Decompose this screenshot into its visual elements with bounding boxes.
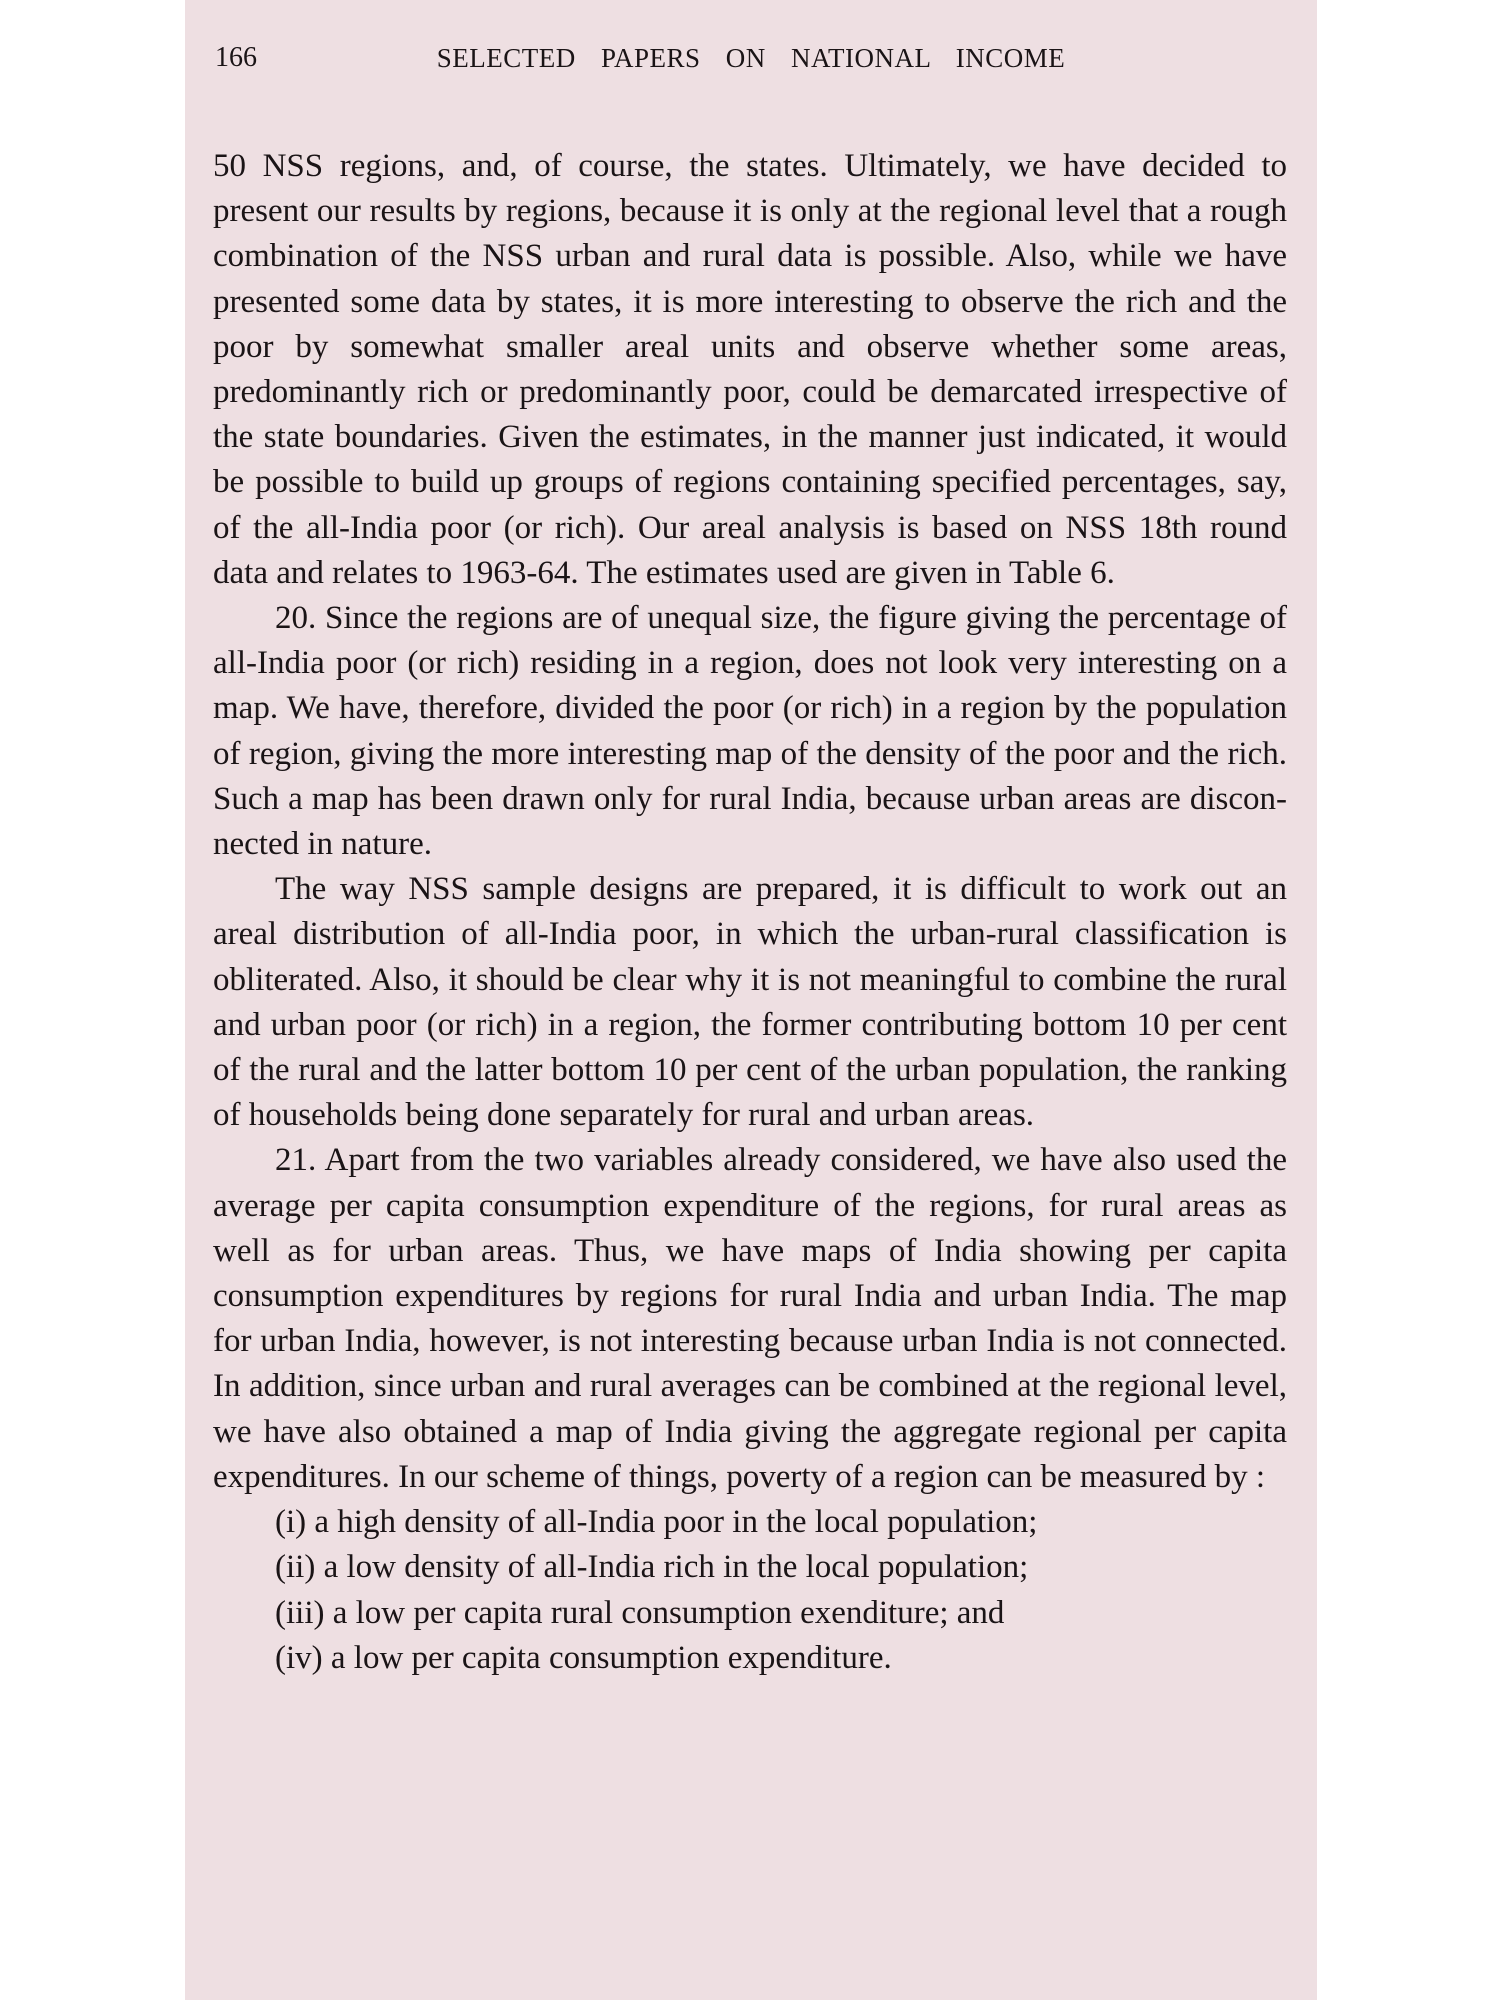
poverty-measures-list	[213, 1500, 1287, 1681]
book-page	[185, 0, 1317, 2000]
list-item: (iv) a low per capita consumption expenditure.	[275, 1639, 892, 1676]
body-text	[213, 144, 1287, 1681]
paragraph-20: 20. Since the regions are of unequal size, the figure giving the percentage of all-India poor (or rich) residing in a region, does not look very interesting on a map. We have, therefore, divided the poor (or rich) in a region by the population of region, giving the more interesting map of the density of the poor and the rich. Such a map has been drawn only for rural India, because urban areas are discon-nected in nature.	[213, 600, 1287, 863]
page-number: 166	[215, 42, 257, 73]
list-item: (i) a high density of all-India poor in the local population;	[275, 1504, 1038, 1541]
page-header	[215, 38, 1287, 78]
paragraph-nss-sample-designs: The way NSS sample designs are prepared, it is difficult to work out an areal distribution of all-India poor, in which the urban-rural classification is obliterated. Also, it should be clear why it is not meaningful to combine the rural and urban poor (or rich) in a region, the former contributing bottom 10 per cent of the rural and the latter bottom 10 per cent of the urban population, the ranking of households being done separately for rural and urban areas.	[213, 871, 1287, 1134]
running-head: SELECTED PAPERS ON NATIONAL INCOME	[436, 43, 1066, 73]
paragraph-continuation: 50 NSS regions, and, of course, the states. Ultimately, we have decided to present our results by regions, because it is only at the regional level that a rough combination of the NSS urban and rural data is possible. Also, while we have presented some data by states, it is more interesting to observe the rich and the poor by somewhat smaller areal units and observe whether some areas, predominantly rich or predominantly poor, could be demarcated irrespective of the state boundaries. Given the estimates, in the manner just indicated, it would be possible to build up groups of regions containing specified percentages, say, of the all-India poor (or rich). Our areal analysis is based on NSS 18th round data and relates to 1963-64. The estimates used are given in Table 6.	[213, 148, 1287, 591]
list-item: (iii) a low per capita rural consumption exenditure; and	[275, 1594, 1005, 1631]
paragraph-21: 21. Apart from the two variables already considered, we have also used the average per capita consumption expenditure of the regions, for rural areas as well as for urban areas. Thus, we have maps of India showing per capita consumption expenditures by regions for rural India and urban India. The map for urban India, however, is not interesting because urban India is not connected. In addition, since urban and rural averages can be combined at the regional level, we have also obtained a map of India giving the aggregate regional per capita expenditures. In our scheme of things, poverty of a region can be measured by :	[213, 1142, 1287, 1495]
list-item: (ii) a low density of all-India rich in the local population;	[275, 1549, 1029, 1586]
